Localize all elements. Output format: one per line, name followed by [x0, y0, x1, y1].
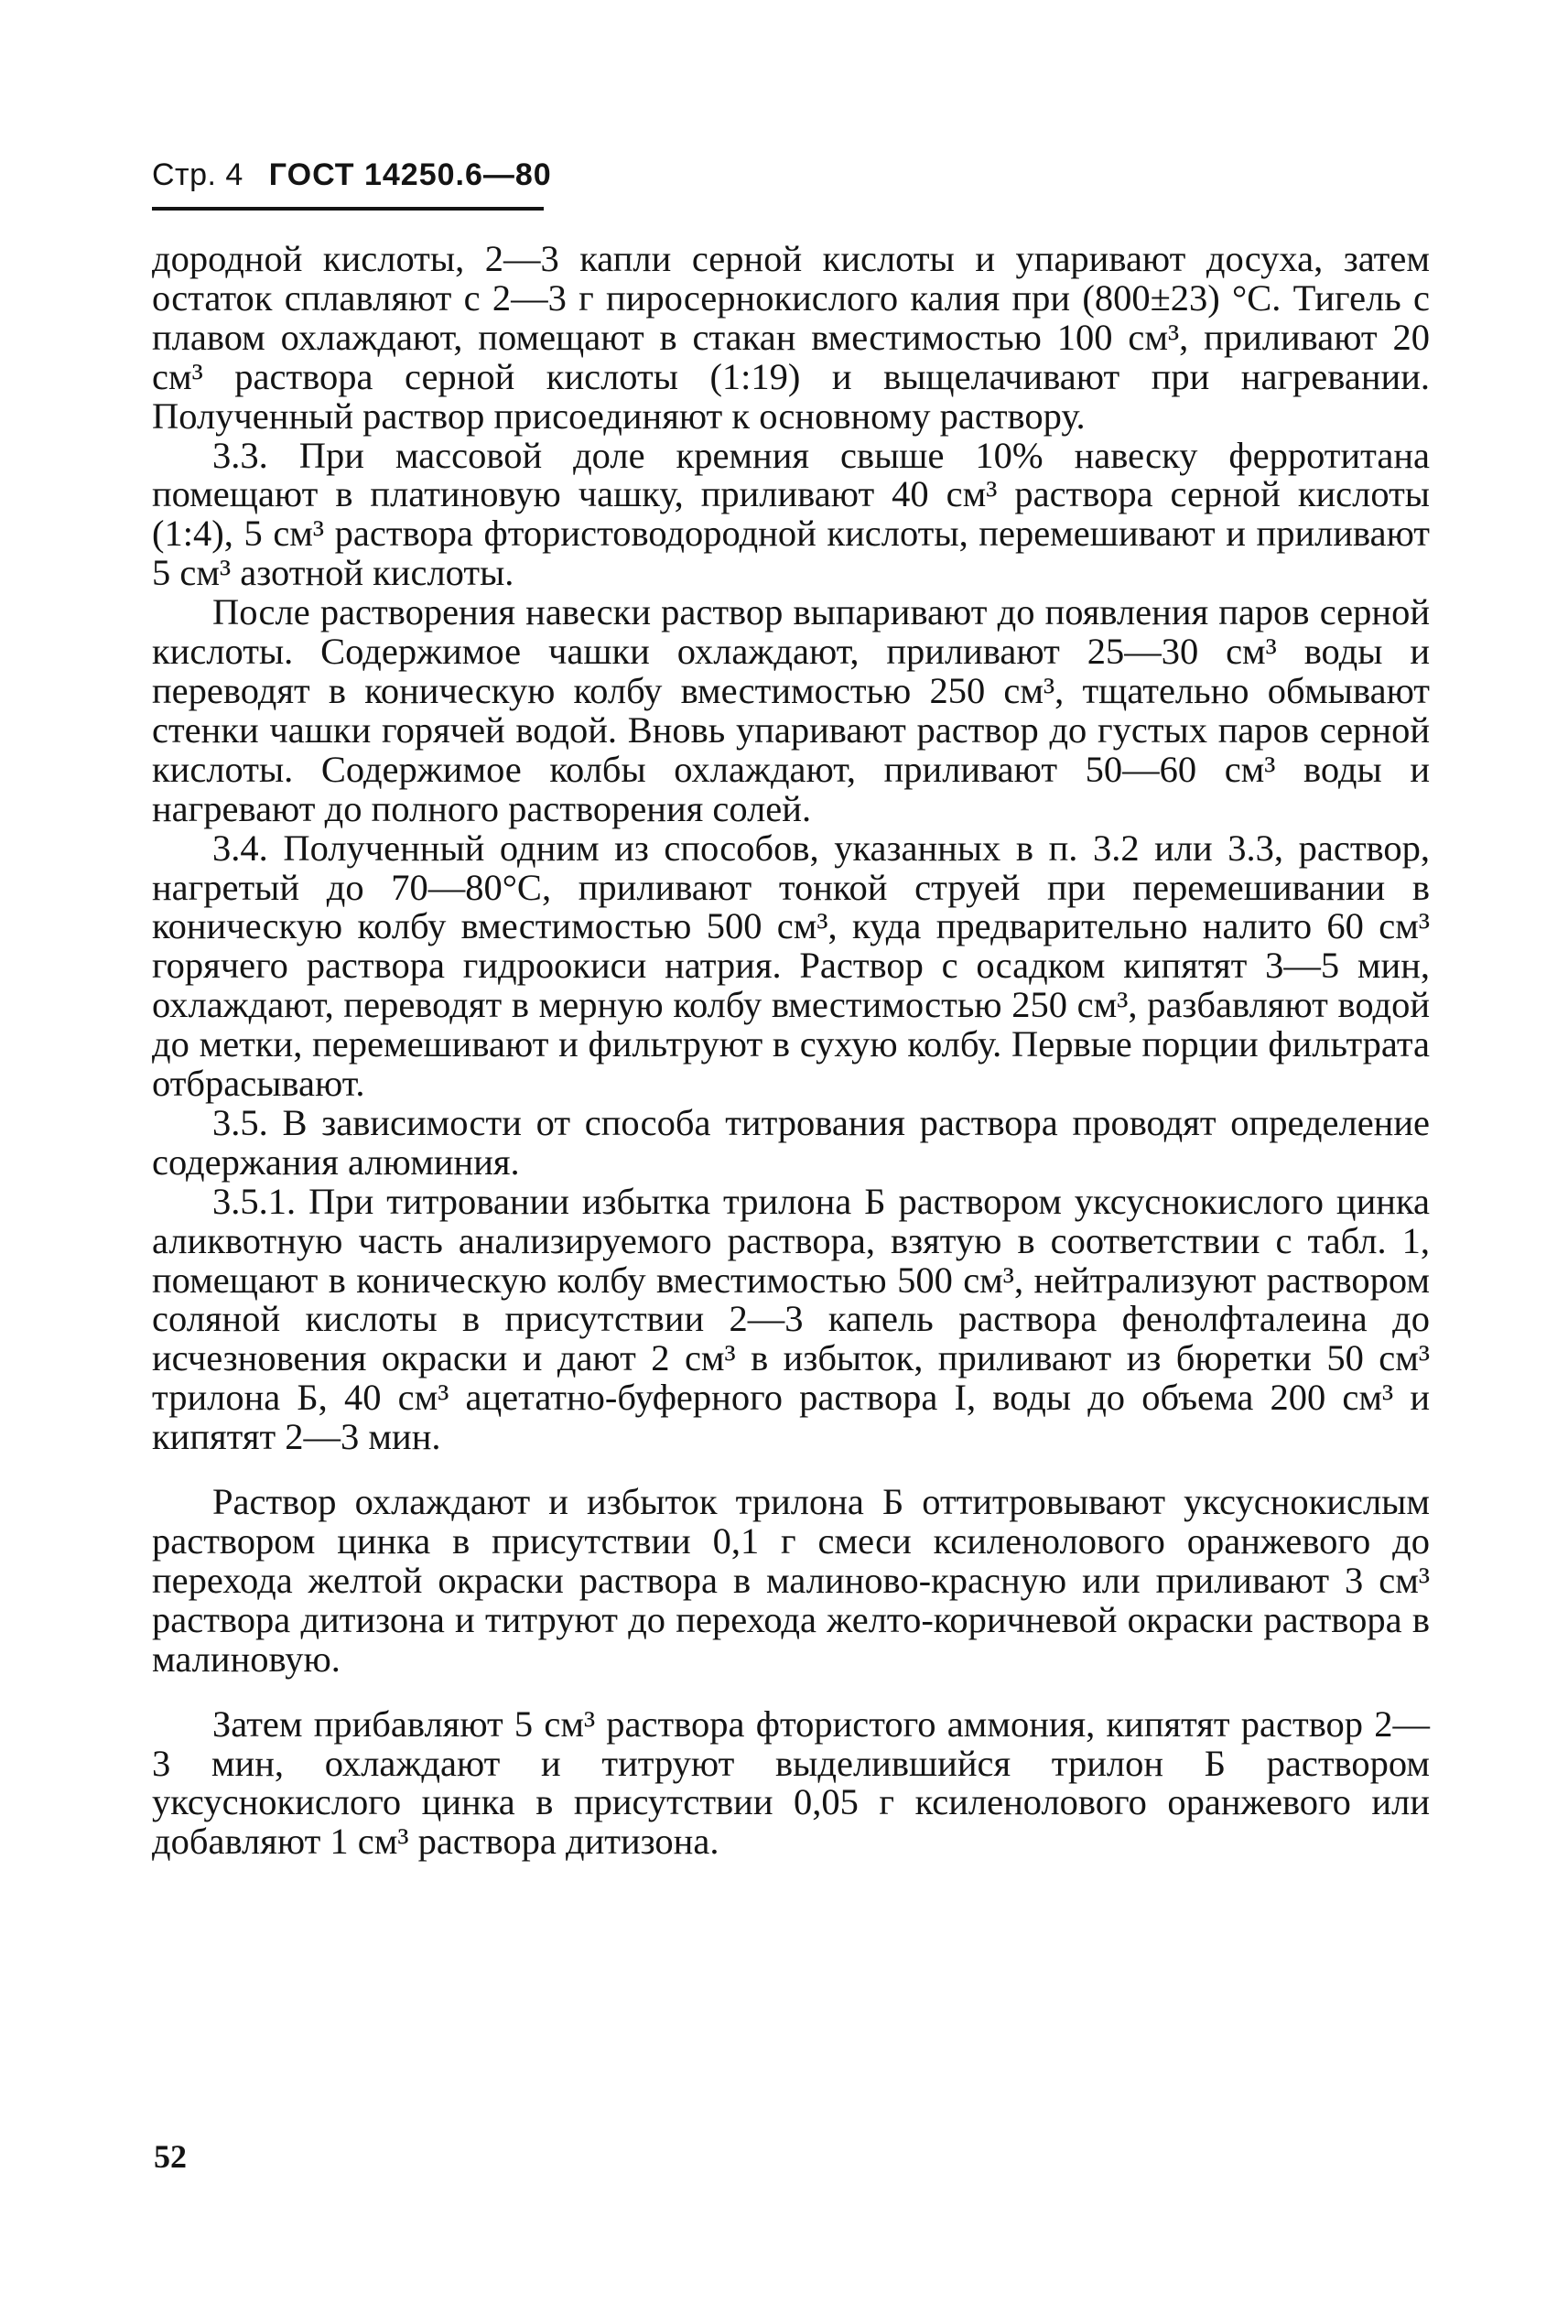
paragraph-3-5: 3.5. В зависимости от способа титрования раствора проводят определение содержания алюминия. — [152, 1101, 1430, 1183]
paragraph-3-3: 3.3. При массовой доле кремния свыше 10% навеску ферротитана помещают в платиновую чашку, приливают 40 см³ раствора серной кислоты (1:4), 5 см³ раствора фтористоводородной кислоты, перемешивают и приливают 5 см³ азотной кислоты. — [152, 434, 1430, 594]
paragraph-titration: Раствор охлаждают и избыток трилона Б оттитровывают уксуснокислым раствором цинка в присутствии 0,1 г смеси ксиленолового оранжевого до перехода желтой окраски раствора в малиново-красную или приливают 3 см³ раствора дитизона и титруют до перехода желто-коричневой окраски раствора в малиновую. — [152, 1481, 1430, 1680]
paragraph-3-4: 3.4. Полученный одним из способов, указанных в п. 3.2 или 3.3, раствор, нагретый до 70—80°С, приливают тонкой струей при перемешивании в коническую колбу вместимостью 500 см³, куда предварительно налито 60 см³ горячего раствора гидроокиси натрия. Раствор с осадком кипятят 3—5 мин, охлаждают, переводят в мерную колбу вместимостью 250 см³, разбавляют водой до метки, перемешивают и фильтруют в сухую колбу. Первые порции фильтрата отбрасывают. — [152, 827, 1430, 1105]
paragraph-dissolution: После растворения навески раствор выпаривают до появления паров серной кислоты. Содержимое чашки охлаждают, приливают 25—30 см³ воды и переводят в коническую колбу вместимостью 250 см³, тщательно обмывают стенки чашки горячей водой. Вновь упаривают раствор до густых паров серной кислоты. Содержимое колбы охлаждают, приливают 50—60 см³ воды и нагревают до полного растворения солей. — [152, 591, 1430, 829]
header-rule — [152, 207, 544, 211]
paragraph-continuation: дородной кислоты, 2—3 капли серной кислоты и упаривают досуха, затем остаток сплавляют с 2—3 г пиросернокислого калия при (800±23) °С. Тигель с плавом охлаждают, помещают в стакан вместимостью 100 см³, приливают 20 см³ раствора серной кислоты (1:19) и выщелачивают при нагревании. Полученный раствор присоединяют к основному раствору. — [152, 238, 1430, 437]
paragraph-fluoride: Затем прибавляют 5 см³ раствора фтористого аммония, кипятят раствор 2—3 мин, охлаждают и титруют выделившийся трилон Б раствором уксуснокислого цинка в присутствии 0,05 г ксиленолового оранжевого или добавляют 1 см³ раствора дитизона. — [152, 1702, 1430, 1863]
standard-code: ГОСТ 14250.6—80 — [268, 157, 552, 192]
paragraph-3-5-1: 3.5.1. При титровании избытка трилона Б раствором уксуснокислого цинка аликвотную часть анализируемого раствора, взятую в соответствии с табл. 1, помещают в коническую колбу вместимостью 500 см³, нейтрализуют раствором соляной кислоты в присутствии 2—3 капель раствора фенолфталеина до исчезновения окраски и дают 2 см³ в избыток, приливают из бюретки 50 см³ трилона Б, 40 см³ ацетатно-буферного раствора I, воды до объема 200 см³ и кипятят 2—3 мин. — [152, 1180, 1430, 1458]
body-text — [152, 240, 1430, 1862]
running-header — [152, 157, 552, 193]
page-label: Стр. 4 — [152, 157, 243, 192]
page-number: 52 — [154, 2138, 187, 2175]
